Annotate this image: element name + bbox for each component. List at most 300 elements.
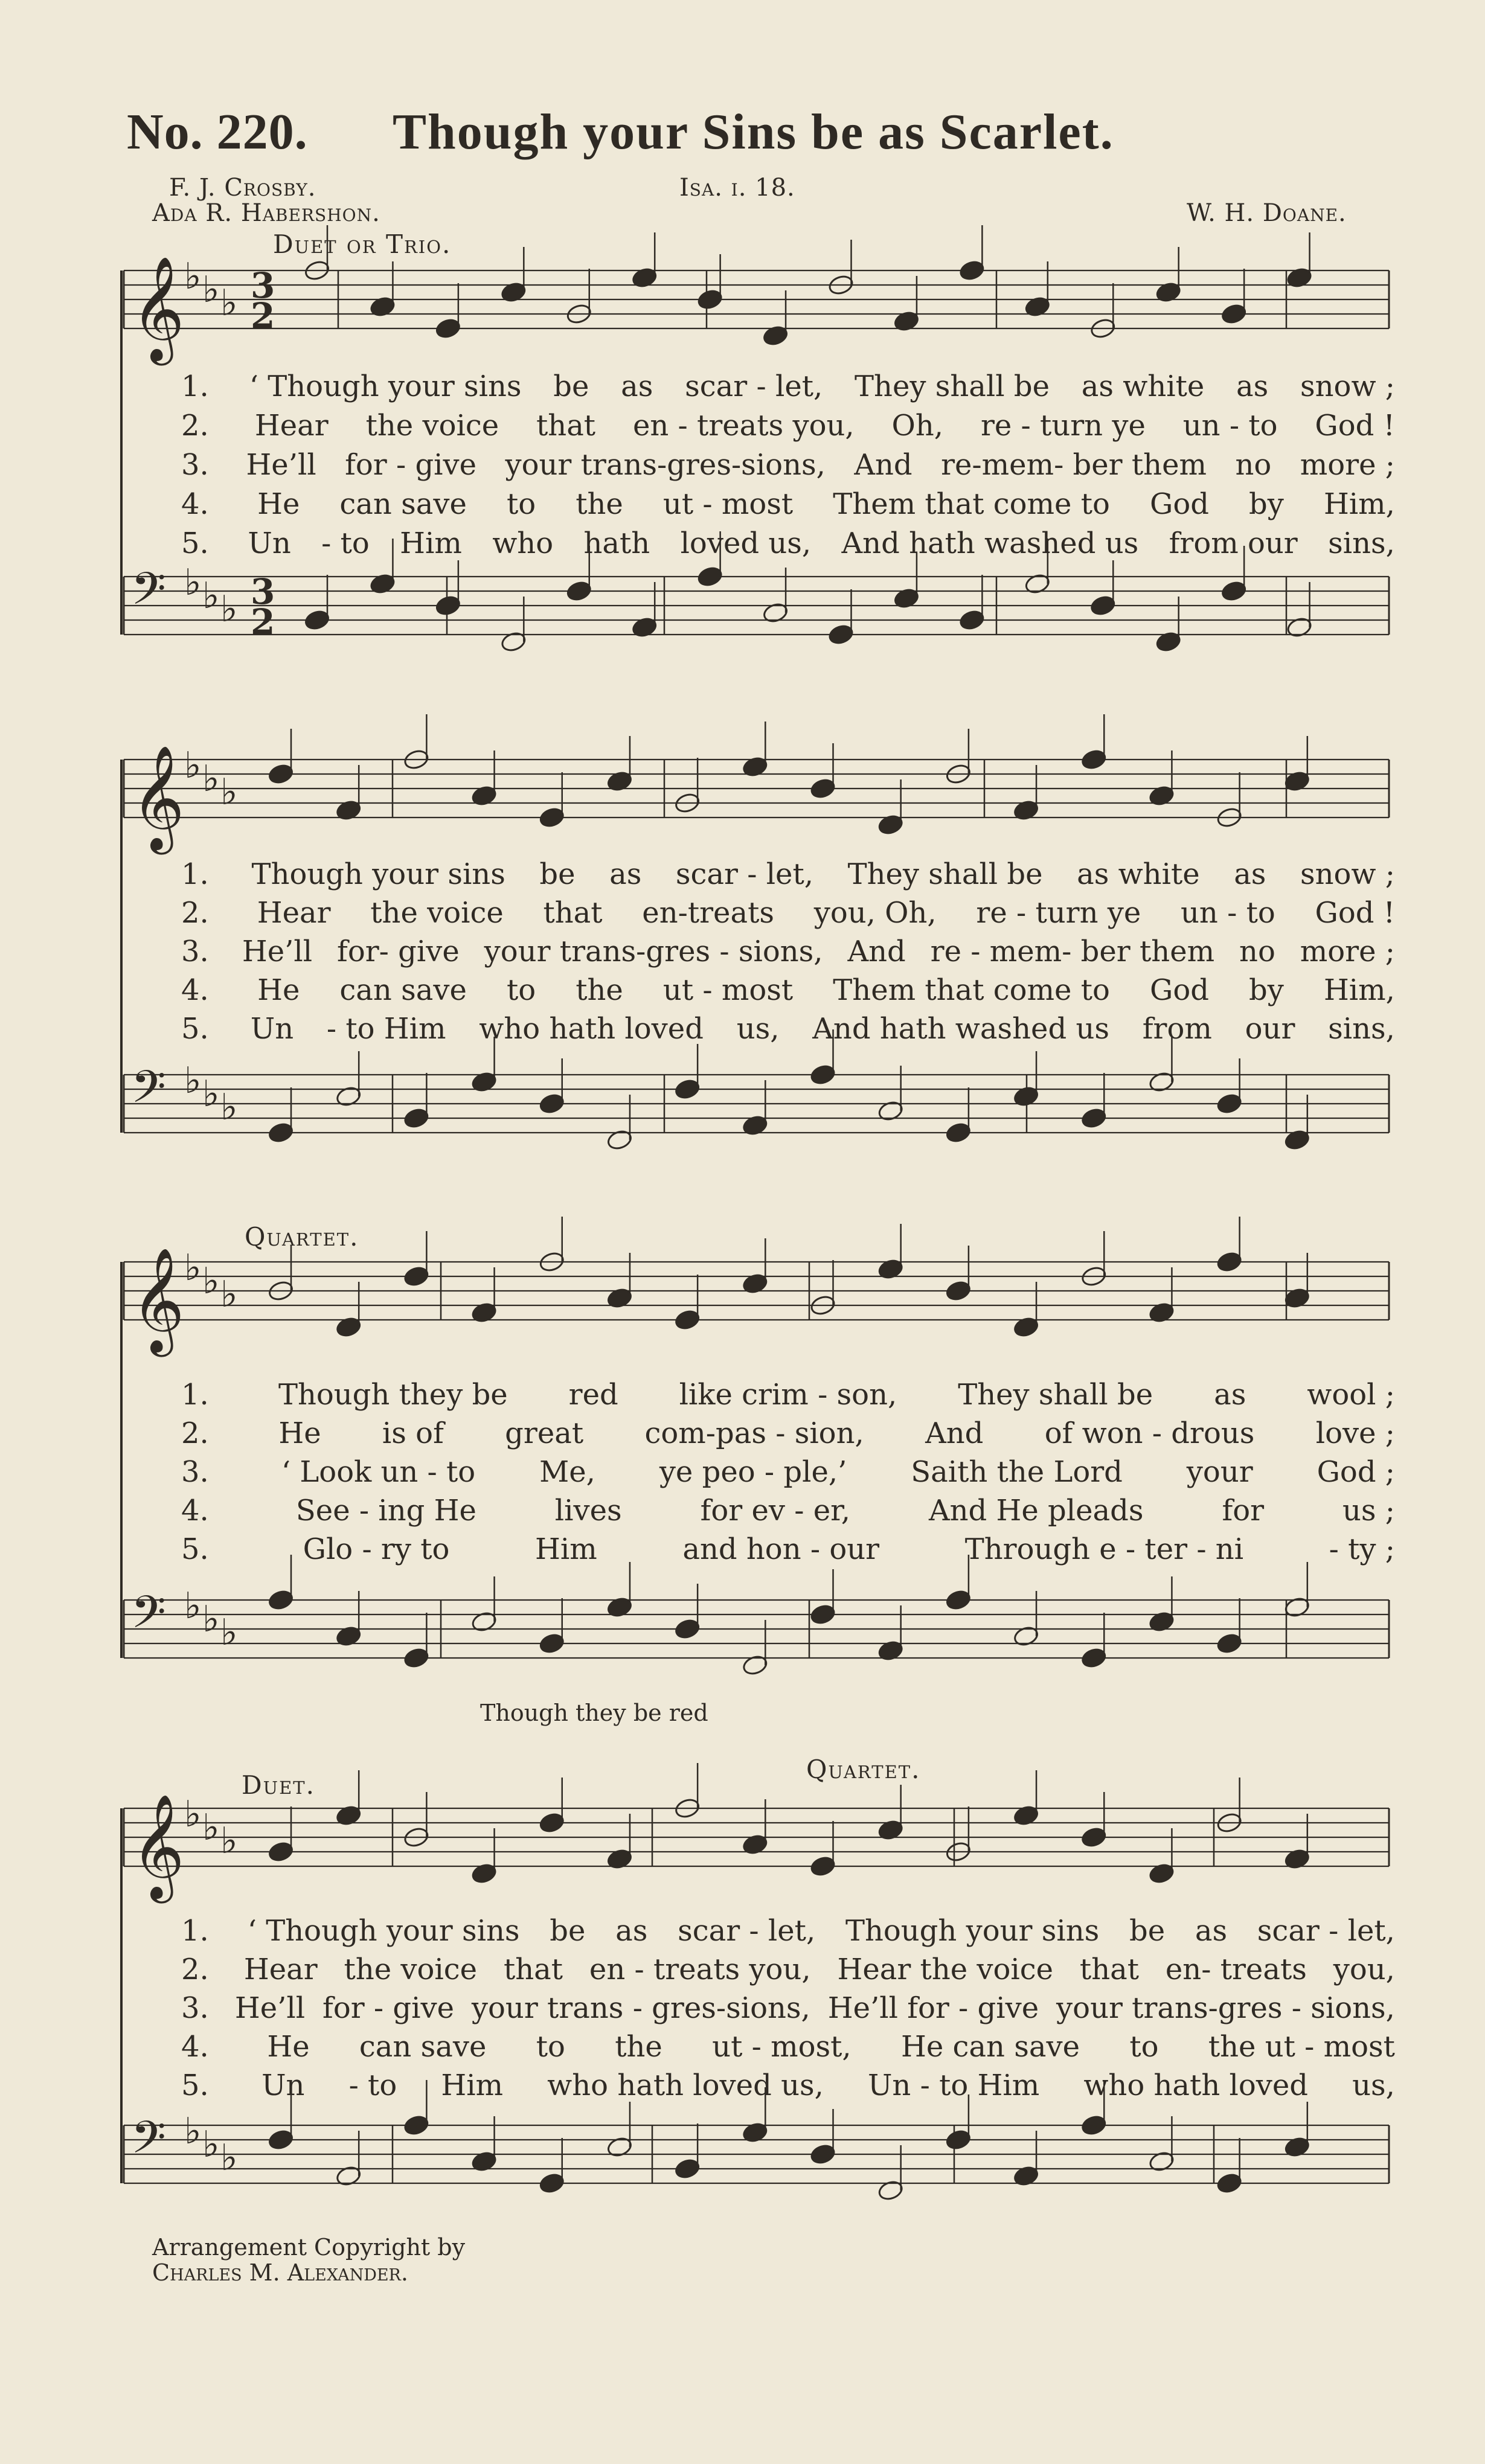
lyric-syllable: sins, — [1328, 526, 1395, 560]
lyric-syllable: as white — [1081, 370, 1205, 403]
lyric-syllable: to — [506, 487, 536, 521]
lyric-syllable: Him — [400, 526, 462, 560]
flat-icon: ♭ — [184, 1585, 202, 1627]
lyric-syllable: the ut - most — [1208, 2030, 1395, 2064]
lyric-syllable: He — [257, 487, 300, 521]
flat-icon: ♭ — [184, 255, 202, 298]
note-head — [674, 2157, 701, 2180]
lyric-syllable: hath — [583, 526, 650, 560]
lyric-syllable: And He pleads — [928, 1494, 1144, 1528]
flat-icon: ♭ — [220, 282, 238, 324]
note-head — [1013, 1085, 1040, 1107]
lyric-syllable: ut - most — [662, 973, 794, 1007]
flat-icon: ♭ — [220, 771, 238, 813]
lyric-syllable: for- give — [337, 935, 460, 968]
verse-line — [181, 2069, 1395, 2102]
verse-line — [181, 370, 1395, 403]
note-head — [742, 755, 769, 778]
lyric-syllable: ‘ Though your sins — [249, 370, 522, 403]
lyric-syllable: - ty ; — [1329, 1532, 1395, 1566]
lyric-syllable: Him, — [1323, 973, 1395, 1007]
time-signature: 2 — [251, 295, 275, 336]
lyric-syllable: - to — [321, 526, 370, 560]
note-head — [1024, 572, 1051, 595]
note-head — [958, 609, 986, 631]
note-head — [945, 2128, 972, 2151]
verse-line — [181, 857, 1395, 891]
lyric-syllable: ut - most, — [712, 2030, 852, 2064]
lyric-syllable: as — [609, 857, 642, 891]
verse-number: 2. — [181, 409, 209, 443]
note-head — [1013, 799, 1040, 821]
verse-line — [181, 409, 1395, 443]
lyric-syllable: See - ing He — [295, 1494, 476, 1528]
lyric-syllable: re - turn ye — [980, 409, 1146, 443]
note-head — [674, 1618, 701, 1640]
copyright-line-2: Charles M. Alexander. — [152, 2259, 408, 2286]
lyric-syllable: en-treats — [642, 896, 774, 930]
lyricist-credit: F. J. Crosby. — [169, 174, 316, 202]
lyric-syllable: - to Him — [326, 1012, 446, 1046]
lyric-syllable: be — [550, 1914, 586, 1948]
lyric-syllable: And — [847, 935, 906, 968]
lyric-syllable: be — [1129, 1914, 1166, 1948]
verse-number: 5. — [181, 2069, 209, 2102]
lyric-syllable: to — [506, 973, 536, 1007]
lyric-syllable: He can save — [901, 2030, 1080, 2064]
lyric-syllable: red — [568, 1378, 618, 1412]
note-head — [877, 1099, 904, 1122]
verse-number: 5. — [181, 1012, 209, 1046]
lyric-syllable: be — [539, 857, 576, 891]
lyric-syllable: ut - most — [662, 487, 794, 521]
note-head — [674, 1308, 701, 1331]
note-head — [945, 1589, 972, 1611]
note-head — [500, 630, 527, 653]
lyric-syllable: you, Oh, — [813, 896, 937, 930]
note-head — [1080, 1107, 1108, 1129]
verse-line — [181, 487, 1395, 521]
lyric-syllable: to — [1129, 2030, 1159, 2064]
lyric-syllable: ‘ Though your sins — [247, 1914, 520, 1948]
note-head — [1216, 2172, 1243, 2194]
section-label-duet: Duet. — [242, 1770, 315, 1800]
lyric-syllable: Him — [535, 1532, 597, 1566]
note-head — [762, 324, 789, 347]
lyric-syllable: en- treats — [1165, 1953, 1307, 1986]
note-head — [538, 1632, 565, 1654]
lyric-syllable: re-mem- ber them — [941, 448, 1207, 482]
verse-number: 5. — [181, 526, 209, 560]
bass-clef-icon: 𝄢 — [131, 1061, 166, 1124]
note-head — [893, 587, 920, 609]
verse-number: 3. — [181, 1991, 209, 2025]
lyric-syllable: Hear the voice — [837, 1953, 1054, 1986]
lyric-syllable: And hath washed us — [812, 1012, 1109, 1046]
lyric-syllable: en - treats you, — [632, 409, 855, 443]
note-head — [1080, 748, 1108, 770]
lyric-syllable: sins, — [1328, 1012, 1395, 1046]
verse-line — [181, 896, 1395, 930]
note-head — [762, 601, 789, 624]
lyric-syllable: who hath loved — [479, 1012, 704, 1046]
lyric-syllable: your — [1186, 1455, 1253, 1489]
verse-line — [181, 973, 1395, 1007]
lyric-syllable: scar - let, — [678, 1914, 816, 1948]
lyric-syllable: And — [925, 1416, 984, 1450]
hymn-number: No. 220. — [127, 104, 308, 160]
flat-icon: ♭ — [220, 1611, 238, 1654]
note-head — [606, 770, 633, 792]
lyric-syllable: from — [1142, 1012, 1212, 1046]
time-signature: 2 — [251, 601, 275, 642]
note-head — [1220, 580, 1248, 602]
note-head — [809, 1855, 836, 1877]
lyric-syllable: Un - to Him — [867, 2069, 1040, 2102]
note-head — [631, 616, 658, 638]
flat-icon: ♭ — [220, 1273, 238, 1316]
flat-icon: ♭ — [220, 588, 238, 630]
flat-icon: ♭ — [184, 2110, 202, 2152]
verse-line — [181, 1494, 1395, 1528]
note-head — [945, 1121, 972, 1144]
note-head — [538, 2172, 565, 2194]
verse-number: 1. — [181, 370, 209, 403]
lyric-syllable: God — [1149, 973, 1209, 1007]
flat-icon: ♭ — [202, 2123, 220, 2166]
verse-line — [181, 1914, 1395, 1948]
lyric-syllable: - to — [348, 2069, 397, 2102]
verse-number: 1. — [181, 1914, 209, 1948]
verse-line — [181, 1455, 1395, 1489]
note-head — [1216, 1632, 1243, 1654]
note-head — [1284, 1128, 1311, 1151]
lyric-syllable: Them that come to — [833, 487, 1110, 521]
lyric-syllable: They shall be — [855, 370, 1050, 403]
verse-line — [181, 935, 1395, 968]
lyric-syllable: Though your sins — [251, 857, 505, 891]
note-head — [403, 1107, 430, 1129]
note-head — [268, 763, 295, 785]
lyric-syllable: They shall be — [958, 1378, 1153, 1412]
note-head — [435, 594, 462, 616]
lyric-syllable: us, — [736, 1012, 780, 1046]
note-head — [809, 2143, 836, 2165]
lyric-syllable: from our — [1169, 526, 1298, 560]
flat-icon: ♭ — [202, 1598, 220, 1640]
treble-clef-icon: 𝄞 — [131, 1247, 185, 1352]
note-head — [1080, 1646, 1108, 1669]
lyric-syllable: the voice — [370, 896, 504, 930]
lyric-syllable: your trans-gres-sions, — [505, 448, 826, 482]
lyric-syllable: your trans-gres - sions, — [484, 935, 823, 968]
note-head — [369, 572, 396, 595]
time-signature: 3 — [251, 265, 275, 306]
note-head — [674, 1078, 701, 1100]
time-signature: 3 — [251, 571, 275, 612]
note-head — [538, 806, 565, 828]
note-head — [470, 784, 498, 807]
note-head — [268, 2128, 295, 2151]
verse-number: 4. — [181, 2030, 209, 2064]
note-head — [606, 1128, 633, 1151]
lyric-syllable: And — [854, 448, 912, 482]
lyric-syllable: loved us, — [680, 526, 812, 560]
verse-line — [181, 1991, 1395, 2025]
lyric-syllable: that — [1079, 1953, 1140, 1986]
verse-number: 3. — [181, 1455, 209, 1489]
lyric-syllable: us, — [1352, 2069, 1395, 2102]
note-head — [403, 1646, 430, 1669]
flat-icon: ♭ — [220, 1086, 238, 1128]
verse-line — [181, 2030, 1395, 2064]
note-head — [369, 295, 396, 318]
lyric-syllable: no — [1235, 448, 1272, 482]
lyric-syllable: Un — [261, 2069, 305, 2102]
composer-credit: W. H. Doane. — [1187, 199, 1347, 227]
lyric-syllable: for - give — [345, 448, 477, 482]
lyric-syllable: com-pas - sion, — [644, 1416, 864, 1450]
note-head — [1155, 630, 1182, 653]
note-head — [1286, 616, 1313, 638]
verse-line — [181, 1532, 1395, 1566]
lyric-syllable: ye peo - ple,’ — [659, 1455, 847, 1489]
verse-number: 3. — [181, 935, 209, 968]
note-head — [1155, 281, 1182, 303]
note-head — [1286, 266, 1313, 289]
lyric-syllable: and hon - our — [682, 1532, 880, 1566]
lyric-syllable: God — [1149, 487, 1209, 521]
lyric-syllable: the — [576, 487, 623, 521]
lyric-syllable: snow ; — [1300, 857, 1395, 891]
flat-icon: ♭ — [184, 744, 202, 787]
flat-icon: ♭ — [184, 1060, 202, 1102]
flat-icon: ♭ — [220, 1820, 238, 1862]
lyric-syllable: who hath loved us, — [547, 2069, 824, 2102]
note-head — [696, 288, 723, 310]
verse-number: 2. — [181, 1953, 209, 1986]
section-label-quartet-2: Quartet. — [806, 1755, 921, 1784]
lyric-syllable: en - treats you, — [589, 1953, 811, 1986]
verse-number: 2. — [181, 1416, 209, 1450]
verse-line — [181, 1416, 1395, 1450]
flat-icon: ♭ — [202, 1260, 220, 1302]
lyric-syllable: wool ; — [1307, 1378, 1395, 1412]
lyric-syllable: as — [1214, 1378, 1246, 1412]
note-head — [268, 1589, 295, 1611]
lyric-syllable: to — [536, 2030, 565, 2064]
note-head — [893, 310, 920, 332]
lyric-syllable: snow ; — [1300, 370, 1395, 403]
lyric-syllable: Hear — [254, 409, 329, 443]
verse-number: 3. — [181, 448, 209, 482]
note-head — [1284, 770, 1311, 792]
note-head — [268, 1840, 295, 1863]
note-head — [538, 1092, 565, 1115]
verse-line — [181, 526, 1395, 560]
lyric-syllable: is of — [382, 1416, 444, 1450]
lyric-syllable: for - give — [322, 1991, 454, 2025]
lyric-syllable: as — [1234, 857, 1266, 891]
lyric-syllable: Them that come to — [833, 973, 1110, 1007]
verse-number: 4. — [181, 973, 209, 1007]
lyric-syllable: Him, — [1323, 487, 1395, 521]
note-head — [1216, 1092, 1243, 1115]
flat-icon: ♭ — [202, 1806, 220, 1849]
lyric-syllable: scar - let, — [675, 857, 814, 891]
lyric-syllable: who — [492, 526, 554, 560]
lyric-syllable: He — [278, 1416, 321, 1450]
hymn-title: Though your Sins be as Scarlet. — [393, 104, 1114, 160]
lyric-syllable: Oh, — [891, 409, 944, 443]
note-head — [1024, 295, 1051, 318]
note-head — [403, 2114, 430, 2136]
lyric-syllable: He’ll — [242, 935, 313, 968]
lyric-syllable: can save — [359, 2030, 487, 2064]
verse-line — [181, 1378, 1395, 1412]
verse-number: 2. — [181, 896, 209, 930]
note-head — [809, 1603, 836, 1625]
note-head — [1148, 1070, 1175, 1093]
verse-number: 4. — [181, 1494, 209, 1528]
lyric-syllable: Saith the Lord — [911, 1455, 1123, 1489]
flat-icon: ♭ — [184, 562, 202, 604]
flat-icon: ♭ — [202, 575, 220, 617]
lyric-syllable: more ; — [1300, 448, 1395, 482]
lyric-syllable: that — [503, 1953, 563, 1986]
note-head — [945, 1279, 972, 1302]
lyric-syllable: un - to — [1182, 409, 1278, 443]
note-head — [268, 1121, 295, 1144]
lyric-syllable: Through e - ter - ni — [964, 1532, 1244, 1566]
lyric-syllable: re - turn ye — [976, 896, 1141, 930]
note-head — [696, 565, 723, 587]
verse-number: 1. — [181, 1378, 209, 1412]
lyric-syllable: you, — [1333, 1953, 1395, 1986]
lyric-syllable: ‘ Look un - to — [281, 1455, 476, 1489]
treble-clef-icon: 𝄞 — [131, 256, 185, 361]
flat-icon: ♭ — [184, 1793, 202, 1835]
bass-cue-text: Though they be red — [480, 1700, 708, 1726]
lyric-syllable: the voice — [365, 409, 499, 443]
lyric-syllable: our — [1245, 1012, 1295, 1046]
lyric-syllable: as — [1195, 1914, 1228, 1948]
lyric-syllable: great — [505, 1416, 584, 1450]
arranger-credit: Ada R. Habershon. — [152, 199, 380, 227]
lyric-syllable: re - mem- ber them — [930, 935, 1215, 968]
note-head — [538, 1811, 565, 1834]
lyric-syllable: Though they be — [278, 1378, 508, 1412]
lyric-syllable: for ev - er, — [700, 1494, 851, 1528]
lyric-syllable: the — [615, 2030, 662, 2064]
lyric-syllable: be — [553, 370, 589, 403]
lyric-syllable: your trans - gres-sions, — [471, 1991, 810, 2025]
lyric-syllable: by — [1249, 973, 1284, 1007]
lyric-syllable: Glo - ry to — [303, 1532, 450, 1566]
lyric-syllable: God ! — [1315, 409, 1395, 443]
note-head — [958, 259, 986, 281]
lyric-syllable: as — [1236, 370, 1269, 403]
treble-clef-icon: 𝄞 — [131, 745, 185, 850]
copyright-line-1: Arrangement Copyright by — [152, 2234, 466, 2261]
note-head — [631, 266, 658, 289]
note-head — [403, 1265, 430, 1287]
lyric-syllable: who hath loved — [1083, 2069, 1308, 2102]
note-head — [742, 1114, 769, 1136]
note-head — [565, 580, 592, 602]
lyric-syllable: Me, — [539, 1455, 595, 1489]
scripture-reference: Isa. i. 18. — [679, 174, 795, 202]
lyric-syllable: that — [543, 896, 603, 930]
flat-icon: ♭ — [220, 2137, 238, 2179]
lyric-syllable: scar - let, — [685, 370, 823, 403]
section-label-duet-or-trio: Duet or Trio. — [273, 229, 452, 259]
lyric-syllable: can save — [339, 973, 467, 1007]
lyric-syllable: like crim - son, — [679, 1378, 897, 1412]
verse-line — [181, 1012, 1395, 1046]
lyric-syllable: God ; — [1317, 1455, 1395, 1489]
lyric-syllable: the — [576, 973, 623, 1007]
lyric-syllable: And hath washed us — [841, 526, 1139, 560]
lyric-syllable: love ; — [1315, 1416, 1395, 1450]
note-head — [470, 1070, 498, 1093]
section-label-quartet: Quartet. — [245, 1222, 359, 1252]
note-head — [1216, 1250, 1243, 1273]
note-head — [304, 609, 331, 631]
lyric-syllable: no — [1239, 935, 1275, 968]
lyric-syllable: of won - drous — [1044, 1416, 1255, 1450]
lyric-syllable: God ! — [1315, 896, 1395, 930]
lyric-syllable: un - to — [1181, 896, 1275, 930]
note-head — [335, 1085, 362, 1107]
lyric-syllable: He’ll — [246, 448, 316, 482]
note-head — [1220, 302, 1248, 325]
lyric-syllable: more ; — [1300, 935, 1395, 968]
lyric-syllable: They shall be — [847, 857, 1043, 891]
lyric-syllable: Un — [248, 526, 291, 560]
verse-line — [181, 1953, 1395, 1986]
note-head — [1148, 784, 1175, 807]
lyric-syllable: Un — [250, 1012, 294, 1046]
note-head — [827, 623, 855, 645]
flat-icon: ♭ — [184, 1247, 202, 1289]
treble-clef-icon: 𝄞 — [131, 1794, 185, 1899]
verse-number: 1. — [181, 857, 209, 891]
note-head — [500, 281, 527, 303]
lyric-syllable: He’ll for - give — [827, 1991, 1039, 2025]
lyric-syllable: the voice — [344, 1953, 478, 1986]
bass-clef-icon: 𝄢 — [131, 2111, 166, 2175]
flat-icon: ♭ — [202, 758, 220, 800]
lyric-syllable: for — [1222, 1494, 1265, 1528]
note-head — [877, 813, 904, 836]
lyric-syllable: as white — [1077, 857, 1200, 891]
lyric-syllable: can save — [339, 487, 467, 521]
verse-number: 4. — [181, 487, 209, 521]
lyric-syllable: us ; — [1342, 1494, 1395, 1528]
note-head — [809, 1063, 836, 1086]
lyric-syllable: Hear — [257, 896, 331, 930]
lyric-syllable: as — [615, 1914, 648, 1948]
lyric-syllable: that — [536, 409, 596, 443]
note-head — [435, 317, 462, 339]
note-head — [1089, 594, 1117, 616]
note-head — [335, 799, 362, 821]
verse-number: 5. — [181, 1532, 209, 1566]
flat-icon: ♭ — [202, 1073, 220, 1115]
lyric-syllable: He’ll — [234, 1991, 306, 2025]
note-head — [809, 777, 836, 799]
